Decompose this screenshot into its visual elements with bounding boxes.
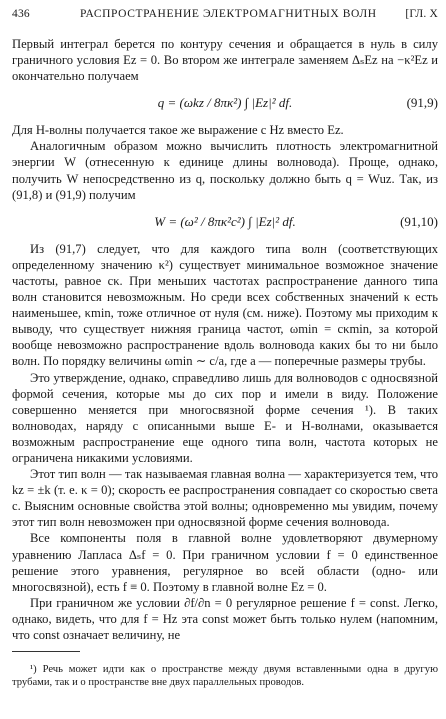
- page-number: 436: [12, 8, 30, 20]
- footnote-divider: [12, 651, 80, 652]
- running-header: [12, 8, 438, 26]
- paragraph: Первый интеграл берется по контуру сечения и обращается в нуль в силу граничного условия Ez = 0. Во втором же интеграле заменяем ΔₛEz на −κ²Ez и окончательно получаем: [12, 37, 438, 84]
- equation-91-10: [12, 207, 438, 237]
- paragraph: При граничном же условии ∂f/∂n = 0 регулярное решение f = const. Легко, однако, видеть, что для f = Hz эта const может быть только нулем (напомним, что const означает величину, не: [12, 595, 438, 642]
- equation-body: q = (ωkz / 8πκ²) ∫ |Ez|² df.: [157, 95, 293, 111]
- paragraph: Аналогичным образом можно вычислить плотность электромагнитной энергии W (отнесенную к единице длины волновода). Проще, однако, получить W непосредственно из q, поскольку должно быть q = Wuz. Так, из (91,8) и (91,9) получим: [12, 139, 438, 202]
- paragraph: Все компоненты поля в главной волне удовлетворяют двумерному уравнению Лапласа Δₛf = 0. При граничном условии f = 0 единственное решение этого уравнения, регулярное во всей области (одно- или многосвязной), есть f ≡ 0. Поэтому в главной волне Ez = 0.: [12, 531, 438, 594]
- body-text: [12, 36, 438, 643]
- running-title: РАСПРОСТРАНЕНИЕ ЭЛЕКТРОМАГНИТНЫХ ВОЛН: [80, 8, 377, 20]
- footnote: ¹) Речь может идти как о пространстве между двумя вставленными одна в другую трубами, так и о пространстве вне двух параллельных проводов.: [12, 663, 438, 688]
- equation-number: (91,10): [400, 213, 438, 229]
- book-page: [12, 8, 438, 700]
- paragraph: Из (91,7) следует, что для каждого типа волн (соответствующих определенному значению κ²) существует минимальное возможное значение частоты, равное cκ. При меньших частотах распространение данного типа волн становится невозможным. Но среди всех собственных значений κ есть наименьшее, κmin, тоже отличное от нуля (см. ниже). Поэтому мы приходим к выводу, что существует нижняя граница частот, ωmin = cκmin, за которой вообще невозможно распространение вдоль волновода каких бы то ни было волн. По порядку величины ωmin ∼ c/a, где a — поперечные размеры трубы.: [12, 241, 438, 369]
- paragraph: Это утверждение, однако, справедливо лишь для волноводов с односвязной формой сечения, которые мы до сих пор и имели в виду. Положение совершенно меняется при многосвязной форме сечения ¹). В таких волноводах, наряду с описанными выше E- и H-волнами, оказывается возможным распространение еще одного типа волн, частота которых не ограничена никакими условиями.: [12, 370, 438, 465]
- paragraph: Этот тип волн — так называемая главная волна — характеризуется тем, что kz = ±k (т. е. κ = 0); скорость ее распространения совпадает со скоростью света c. Выясним основные свойства этой волны; одновременно мы увидим, почему этот тип волн невозможен при односвязной форме сечения волновода.: [12, 467, 438, 530]
- equation-number: (91,9): [406, 95, 438, 111]
- paragraph: Для H-волны получается такое же выражение с Hz вместо Ez.: [12, 123, 344, 138]
- equation-body: W = (ω² / 8πκ²c²) ∫ |Ez|² df.: [154, 213, 296, 229]
- equation-91-9: [12, 88, 438, 118]
- chapter-label: [ГЛ. X: [405, 8, 438, 20]
